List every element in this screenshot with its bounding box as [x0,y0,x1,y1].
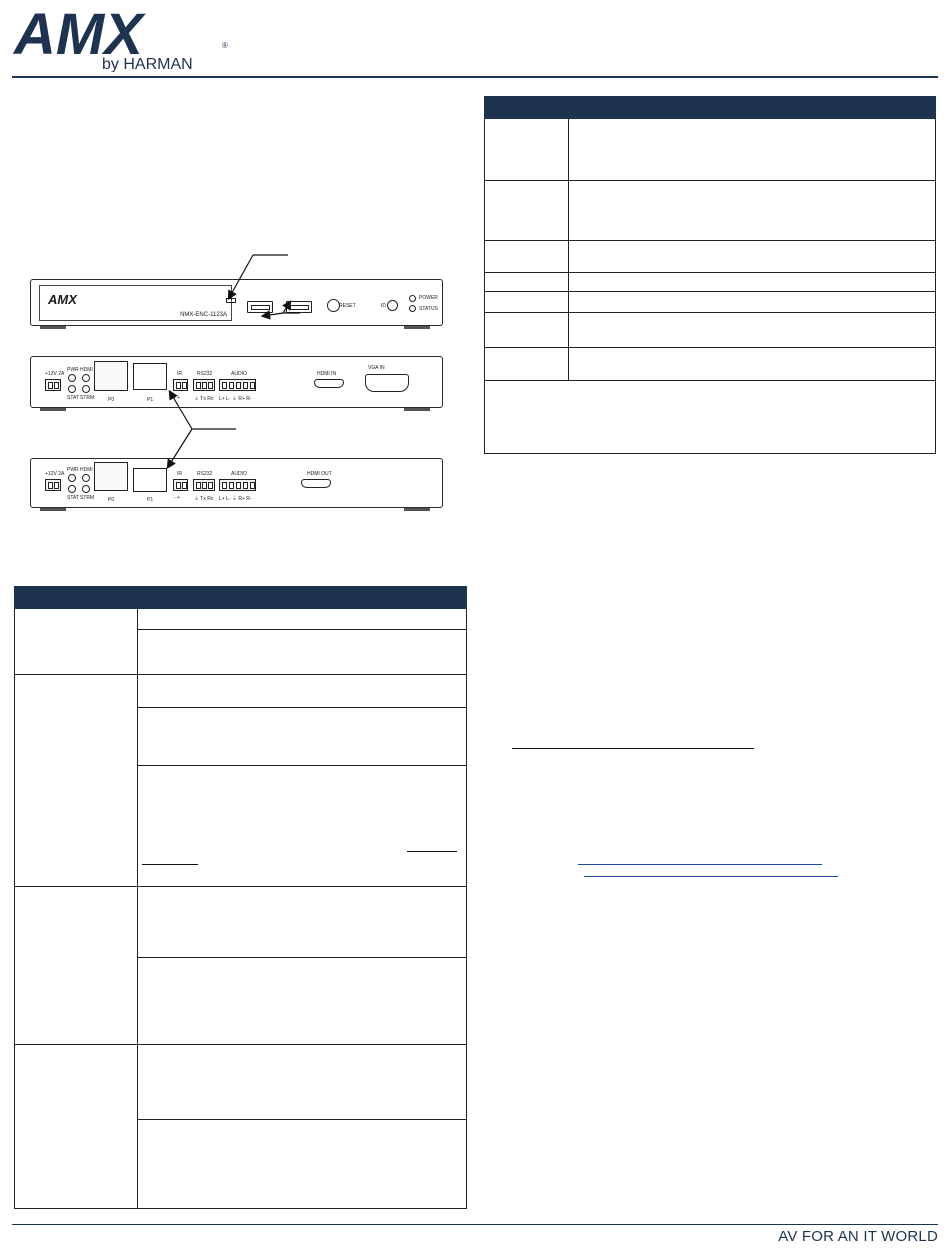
enc-hdmi-in-label: HDMI IN [317,371,337,377]
arrow-callout-usb-a [263,302,300,316]
enc-vga-in-label: VGA IN [368,365,385,371]
table-row [485,119,936,181]
spec-table-header [485,97,936,119]
feature-header-cell [138,587,467,609]
reset-label: RESET [339,303,356,309]
table-cell [138,630,467,675]
table-cell [138,1045,467,1120]
byline: by HARMAN [102,56,193,72]
table-row [485,348,936,381]
table-cell [138,609,467,630]
enc-audio-label: AUDIO [231,371,247,377]
table-cell [15,887,138,1045]
link-underline[interactable] [512,748,754,749]
table-row [15,675,467,708]
spec-table [484,96,936,454]
table-cell [485,348,569,381]
callout-arrows [0,240,460,480]
dec-stat-led-icon [68,485,76,493]
table-cell [138,675,467,708]
enc-audio-pins: L+ L- ⏚ R+ R- [219,396,252,402]
link-underline[interactable] [584,876,838,877]
dec-audio-label: AUDIO [231,471,247,477]
dec-pwr-label: PWR [67,467,79,473]
table-row [15,609,467,630]
header-rule [12,76,938,78]
table-row [485,292,936,313]
footer-rule [12,1224,938,1225]
id-label: ID [381,303,386,309]
table-cell [15,675,138,887]
dec-hdmi-out-label: HDMI OUT [307,471,332,477]
arrow-callout-usb-micro [229,255,288,298]
table-row [15,1045,467,1120]
dec-ir-label: IR [177,471,182,477]
table-row [485,241,936,273]
table-note-cell [485,381,936,454]
table-cell [138,958,467,1045]
enc-power-label: +12V 2A [45,371,65,377]
table-cell [138,1120,467,1209]
enc-ir-label: IR [177,371,182,377]
dec-hdmi-port-icon [301,479,331,488]
table-row [485,313,936,348]
feature-table-header [15,587,467,609]
enc-hdmi-led-label: HDMI [80,367,93,373]
front-logo: AMX [48,292,77,307]
table-cell [569,181,936,241]
dec-p1-label: P1 [147,497,154,503]
enc-p0-label: P0 [108,397,115,403]
dec-strm-led-icon [82,485,90,493]
dec-rs232-terminal [193,479,215,491]
table-row [485,381,936,454]
enc-stat-label: STAT [67,395,80,401]
dec-ir-terminal [173,479,188,491]
table-cell [569,348,936,381]
table-cell [569,273,936,292]
logo-wordmark: AMX [14,2,143,67]
table-cell [485,119,569,181]
enc-strm-label: STRM [80,395,95,401]
footer-tagline: AV FOR AN IT WORLD [778,1228,938,1245]
dec-power-label: +12V 2A [45,471,65,477]
table-cell [569,119,936,181]
table-cell [485,273,569,292]
table-cell [138,766,467,887]
registered-mark: ® [222,41,228,50]
enc-p1-label: P1 [147,397,154,403]
enc-rs232-pins: ⏚ Tx Rx [194,396,214,402]
link-underline[interactable] [578,864,822,865]
dec-audio-terminal [219,479,256,491]
dec-ir-pins: - + [174,495,180,501]
table-row [15,887,467,958]
arrow-callout-sfp [168,392,236,467]
dec-rs232-label: RS232 [197,471,213,477]
table-cell [569,313,936,348]
underline-mark [407,851,457,852]
dec-stat-label: STAT [67,495,80,501]
dec-foot-right [404,508,430,511]
status-led-label: STATUS [419,306,438,312]
dec-p0-label: P0 [108,497,115,503]
table-cell [138,887,467,958]
table-cell [485,241,569,273]
dec-audio-pins: L+ L- ⏚ R+ R- [219,496,252,502]
dec-strm-label: STRM [80,495,95,501]
underline-mark [142,864,198,865]
spec-header-cell [485,97,936,119]
feature-header-cell [15,587,138,609]
table-cell [569,292,936,313]
table-cell [138,708,467,766]
dec-foot-left [40,508,66,511]
enc-pwr-label: PWR [67,367,79,373]
feature-table [14,586,467,1209]
front-model-label: NMX-ENC-1123A [180,312,227,318]
table-cell [485,313,569,348]
enc-rs232-label: RS232 [197,371,213,377]
table-row [485,181,936,241]
table-cell [485,181,569,241]
table-cell [485,292,569,313]
amx-logo [10,2,230,72]
table-cell [15,609,138,675]
table-cell [569,241,936,273]
dec-rs232-pins: ⏚ Tx Rx [194,496,214,502]
dec-power-terminal [45,479,61,491]
power-led-label: POWER [419,295,438,301]
table-cell [15,1045,138,1209]
dec-hdmi-led-label: HDMI [80,467,93,473]
enc-ir-pins: - + [174,395,180,401]
table-row [485,273,936,292]
